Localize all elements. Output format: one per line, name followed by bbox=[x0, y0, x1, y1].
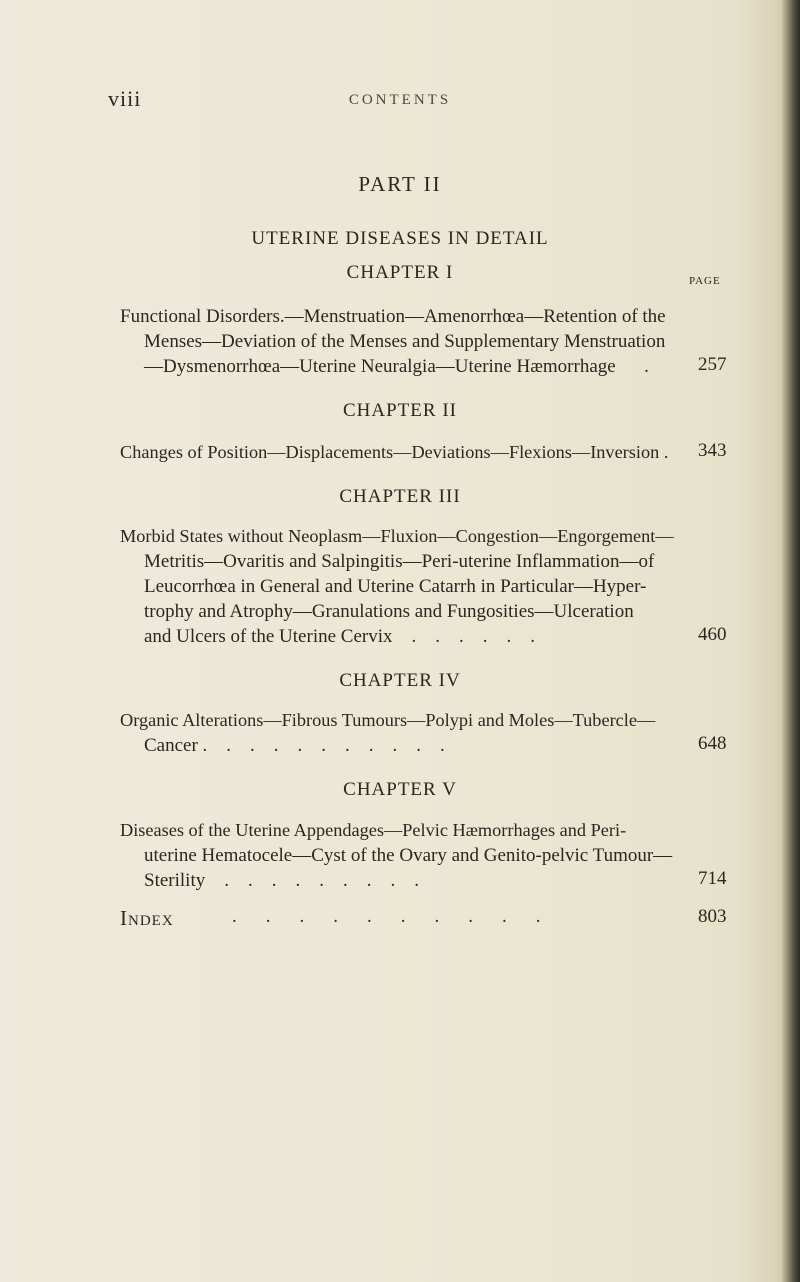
toc-page-number: 257 bbox=[698, 354, 727, 375]
toc-entry-line: Organic Alterations—Fibrous Tumours—Polypi and Moles—Tubercle— bbox=[120, 710, 656, 730]
toc-page-number: 714 bbox=[698, 868, 727, 889]
toc-entry-line: Morbid States without Neoplasm—Fluxion—Congestion—Engorgement— bbox=[120, 526, 674, 546]
toc-entry bbox=[120, 524, 740, 649]
toc-entry-line: —Dysmenorrhœa—Uterine Neuralgia—Uterine Hæmorrhage . bbox=[144, 356, 649, 377]
chapter-heading: CHAPTER IV bbox=[339, 670, 461, 691]
toc-entry-line: Cancer . . . . . . . . . . . bbox=[144, 735, 445, 756]
toc-entry bbox=[120, 818, 740, 893]
page-column-label: PAGE bbox=[689, 275, 721, 287]
toc-page-number: 803 bbox=[698, 906, 727, 927]
toc-entry-line: Changes of Position—Displacements—Deviations—Flexions—Inversion . bbox=[120, 442, 669, 462]
toc-entry-line: uterine Hematocele—Cyst of the Ovary and Genito-pelvic Tumour— bbox=[144, 845, 673, 866]
toc-entry-line: Sterility . . . . . . . . . bbox=[144, 870, 419, 891]
toc-entry-line: Menses—Deviation of the Menses and Supplementary Menstruation bbox=[144, 331, 666, 352]
toc-entry bbox=[120, 708, 740, 758]
toc-page-number: 648 bbox=[698, 733, 727, 754]
toc-entry bbox=[120, 304, 740, 379]
page-folio: viii bbox=[108, 86, 142, 111]
toc-entry-line: trophy and Atrophy—Granulations and Fungosities—Ulceration bbox=[144, 601, 634, 622]
toc-page-number: 343 bbox=[698, 440, 727, 461]
chapter-heading: CHAPTER I bbox=[346, 262, 454, 283]
toc-entry-line: Metritis—Ovaritis and Salpingitis—Peri-uterine Inflammation—of bbox=[144, 551, 655, 572]
toc-page-number: 460 bbox=[698, 624, 727, 645]
toc-entry-line: Diseases of the Uterine Appendages—Pelvic Hæmorrhages and Peri- bbox=[120, 820, 627, 840]
chapter-heading: CHAPTER III bbox=[339, 486, 461, 507]
toc-entry-line: Leucorrhœa in General and Uterine Catarrh in Particular—Hyper- bbox=[144, 576, 647, 597]
running-head: CONTENTS bbox=[348, 92, 452, 108]
index-leader: . . . . . . . . . . bbox=[232, 906, 543, 927]
toc-entry bbox=[120, 440, 740, 465]
chapter-heading: CHAPTER II bbox=[343, 400, 457, 421]
part-subtitle: UTERINE DISEASES IN DETAIL bbox=[251, 228, 549, 249]
chapter-heading: CHAPTER V bbox=[343, 779, 457, 800]
toc-entry-line: and Ulcers of the Uterine Cervix . . . . . . bbox=[144, 626, 535, 647]
toc-entry-line: Functional Disorders.—Menstruation—Amenorrhœa—Retention of the bbox=[120, 306, 666, 327]
part-title: PART II bbox=[358, 172, 442, 196]
index-label: Index bbox=[120, 906, 174, 930]
